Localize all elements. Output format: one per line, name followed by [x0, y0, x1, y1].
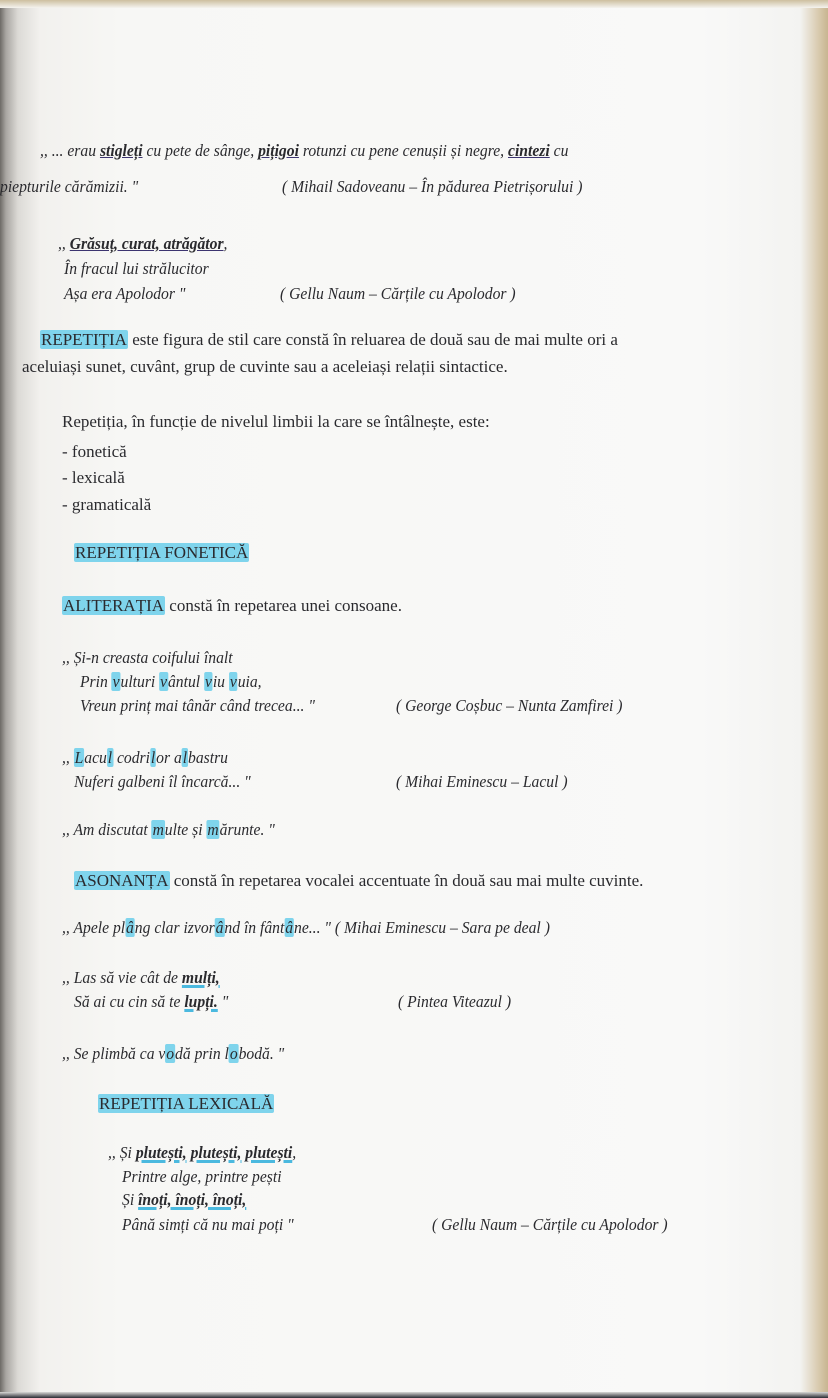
- text-segment: ( Mihail Sadoveanu – În pădurea Pietrișorului ): [282, 177, 583, 196]
- text-segment: Și: [122, 1190, 139, 1209]
- text-segment: bastru: [188, 748, 229, 767]
- text-line: [62, 1043, 284, 1065]
- text-segment: ,, Apele pl: [62, 918, 126, 937]
- highlighted-text: v: [112, 672, 120, 691]
- text-segment: ,, Se plimbă ca v: [62, 1044, 166, 1063]
- text-segment: ( Mihai Eminescu – Lacul ): [396, 772, 568, 791]
- underlined-text: înoți, înoți, înoți,: [138, 1190, 247, 1209]
- text-line: [62, 747, 228, 769]
- text-line: [432, 1214, 668, 1236]
- text-segment: ( Pintea Viteazul ): [398, 992, 512, 1011]
- highlighted-text: ASONANȚA: [75, 871, 169, 890]
- text-line: [62, 595, 402, 617]
- highlighted-text: m: [207, 820, 219, 839]
- text-line: [62, 441, 127, 463]
- text-line: [74, 771, 251, 793]
- text-segment: ărunte. ": [219, 820, 275, 839]
- highlighted-text: â: [215, 918, 224, 937]
- text-line: [122, 1166, 282, 1188]
- page-bottom-edge: [0, 1392, 828, 1398]
- text-line: [40, 140, 568, 162]
- text-segment: ,: [223, 234, 228, 253]
- text-segment: or a: [156, 748, 182, 767]
- text-segment: ,: [292, 1143, 297, 1162]
- text-segment: uia,: [237, 672, 262, 691]
- text-segment: constă în repetarea vocalei accentuate în două sau mai multe cuvinte.: [169, 871, 644, 890]
- text-line: [74, 991, 228, 1013]
- highlighted-text: l: [150, 748, 156, 767]
- text-segment: ( Gellu Naum – Cărțile cu Apolodor ): [280, 284, 516, 303]
- text-segment: piepturile cărămizii. ": [0, 177, 139, 196]
- text-segment: cu pete de sânge,: [142, 141, 259, 160]
- highlighted-text: L: [74, 748, 84, 767]
- text-segment: ,, ... erau: [40, 141, 100, 160]
- text-line: [62, 411, 490, 433]
- text-segment: aceluiași sunet, cuvânt, grup de cuvinte sau a aceleiași relații sintactice.: [22, 357, 508, 376]
- text-line: [74, 542, 249, 564]
- highlighted-text: o: [229, 1044, 238, 1063]
- text-line: [58, 233, 227, 255]
- text-segment: ântul: [167, 672, 205, 691]
- text-line: [98, 1093, 274, 1115]
- text-line: [62, 467, 125, 489]
- underlined-text: plutești, plutești, plutești: [135, 1143, 293, 1162]
- text-segment: ": [217, 992, 229, 1011]
- text-line: [62, 967, 220, 989]
- text-line: [122, 1189, 246, 1211]
- text-segment: ,, Am discutat: [62, 820, 152, 839]
- text-segment: ,, Și: [108, 1143, 136, 1162]
- text-segment: Printre alge, printre pești: [122, 1167, 282, 1186]
- text-segment: - fonetică: [62, 442, 127, 461]
- text-segment: ( Gellu Naum – Cărțile cu Apolodor ): [432, 1215, 668, 1234]
- text-line: [396, 771, 568, 793]
- highlighted-text: l: [182, 748, 188, 767]
- highlighted-text: v: [229, 672, 237, 691]
- text-segment: iu: [212, 672, 229, 691]
- text-segment: codri: [113, 748, 150, 767]
- highlighted-text: REPETIȚIA LEXICALĂ: [99, 1094, 274, 1113]
- highlighted-text: v: [160, 672, 168, 691]
- text-line: [62, 819, 275, 841]
- text-segment: ulte și: [164, 820, 207, 839]
- text-segment: ,, Las să vie cât de: [62, 968, 182, 987]
- text-line: [398, 991, 511, 1013]
- text-segment: Nuferi galbeni îl încarcă... ": [74, 772, 251, 791]
- text-line: [74, 870, 643, 892]
- text-segment: constă în repetarea unei consoane.: [165, 596, 402, 615]
- text-line: [64, 258, 209, 280]
- underlined-text: pițigoi: [258, 141, 299, 160]
- text-segment: ( George Coșbuc – Nunta Zamfirei ): [396, 696, 623, 715]
- text-segment: Repetiția, în funcție de nivelul limbii la care se întâlnește, este:: [62, 412, 490, 431]
- text-segment: Până simți că nu mai poți ": [122, 1215, 294, 1234]
- text-segment: Să ai cu cin să te: [74, 992, 185, 1011]
- text-segment: dă prin l: [175, 1044, 229, 1063]
- highlighted-text: v: [204, 672, 212, 691]
- underlined-text: mulți,: [181, 968, 220, 987]
- page-top-edge: [0, 0, 828, 8]
- text-segment: rotunzi cu pene cenușii și negre,: [298, 141, 509, 160]
- highlighted-text: o: [166, 1044, 175, 1063]
- text-segment: ,,: [62, 748, 74, 767]
- text-line: [80, 695, 315, 717]
- text-line: [122, 1214, 294, 1236]
- text-line: [280, 283, 516, 305]
- text-segment: - gramaticală: [62, 495, 152, 514]
- text-line: [40, 329, 618, 351]
- underlined-text: Grăsuț, curat, atrăgător: [69, 234, 224, 253]
- text-segment: În fracul lui strălucitor: [64, 259, 209, 278]
- highlighted-text: â: [285, 918, 294, 937]
- underlined-text: lupți.: [184, 992, 218, 1011]
- underlined-text: cintezi: [508, 141, 550, 160]
- text-line: [282, 176, 582, 198]
- text-line: [62, 494, 151, 516]
- highlighted-text: REPETIȚIA FONETICĂ: [75, 543, 249, 562]
- text-segment: ,, Și-n creasta coifului înalt: [62, 648, 233, 667]
- text-line: [64, 283, 185, 305]
- text-line: [62, 647, 233, 669]
- text-segment: ne... " ( Mihai Eminescu – Sara pe deal ): [294, 918, 550, 937]
- text-segment: este figura de stil care constă în reluarea de două sau de mai multe ori a: [127, 330, 618, 349]
- highlighted-text: ALITERAȚIA: [63, 596, 165, 615]
- highlighted-text: REPETIȚIA: [41, 330, 127, 349]
- text-line: [396, 695, 622, 717]
- highlighted-text: l: [107, 748, 113, 767]
- text-segment: Așa era Apolodor ": [64, 284, 186, 303]
- text-line: [0, 176, 138, 198]
- text-segment: acu: [84, 748, 107, 767]
- text-line: [22, 356, 508, 378]
- text-segment: Vreun prinț mai tânăr când trecea... ": [80, 696, 315, 715]
- text-line: [108, 1142, 296, 1164]
- text-segment: nd în fânt: [224, 918, 285, 937]
- text-segment: bodă. ": [238, 1044, 285, 1063]
- text-segment: - lexicală: [62, 468, 125, 487]
- text-line: [80, 671, 262, 693]
- underlined-text: stigleți: [99, 141, 143, 160]
- text-segment: ng clar izvor: [134, 918, 215, 937]
- text-line: [62, 917, 550, 939]
- text-segment: cu: [549, 141, 569, 160]
- text-segment: ,,: [58, 234, 70, 253]
- text-segment: Prin: [80, 672, 112, 691]
- text-segment: ulturi: [120, 672, 160, 691]
- highlighted-text: â: [126, 918, 134, 937]
- highlighted-text: m: [152, 820, 164, 839]
